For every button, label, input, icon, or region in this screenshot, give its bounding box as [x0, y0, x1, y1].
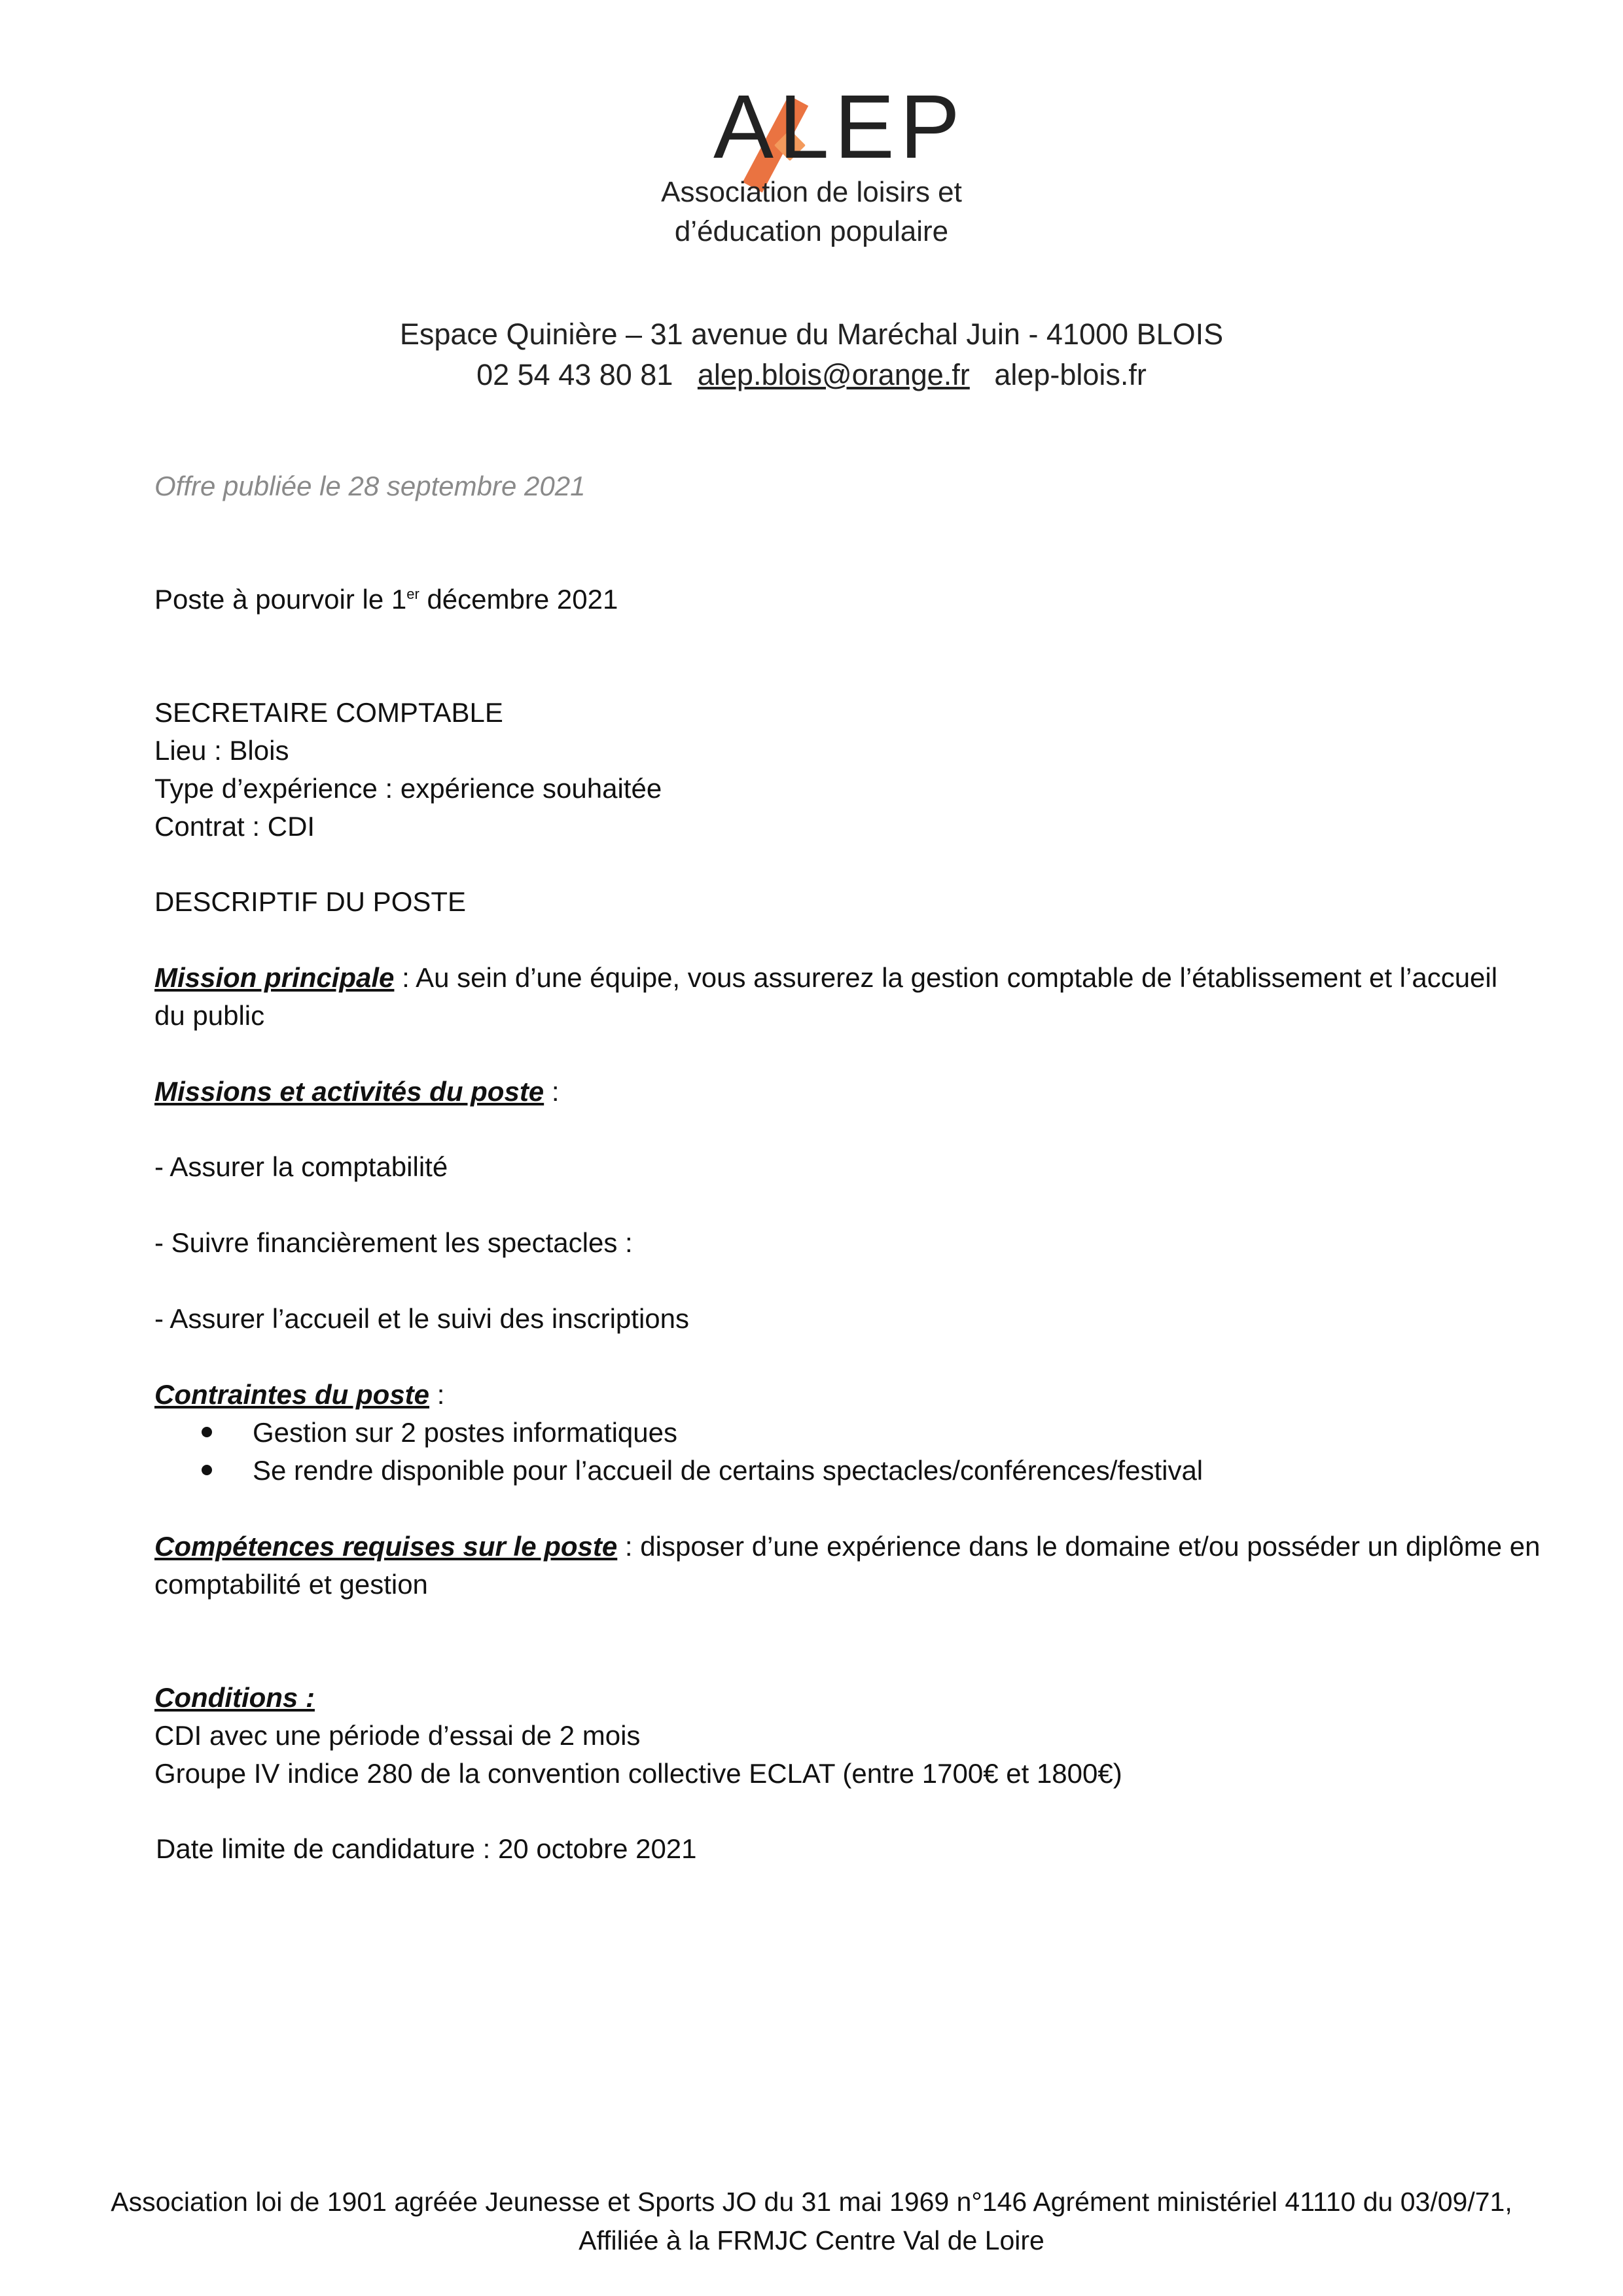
constraint-text: Se rendre disponible pour l’accueil de certains spectacles/conférences/festival — [253, 1455, 1204, 1486]
conditions-heading — [154, 1684, 315, 1712]
start-date — [154, 586, 618, 613]
job-experience: Type d’expérience : expérience souhaitée — [154, 773, 662, 804]
activities-suffix: : — [544, 1076, 560, 1107]
phone: 02 54 43 80 81 — [476, 358, 673, 391]
footer-line1: Association loi de 1901 agréée Jeunesse et Sports JO du 31 mai 1969 n°146 Agrément ministériel 41110 du 03/09/71, — [111, 2187, 1512, 2217]
conditions-line1: CDI avec une période d’essai de 2 mois — [154, 1720, 641, 1751]
activity-item: - Assurer la comptabilité — [154, 1151, 448, 1182]
start-date-sup: er — [406, 586, 419, 602]
constraints-paragraph — [154, 1381, 444, 1408]
conditions-line2: Groupe IV indice 280 de la convention collective ECLAT (entre 1700€ et 1800€) — [154, 1758, 1122, 1789]
logo-text: ALEP — [713, 77, 965, 177]
bullet-icon — [202, 1427, 212, 1437]
skills-text-line2: comptabilité et gestion — [154, 1569, 428, 1600]
mission-paragraph — [154, 964, 1497, 992]
descriptif-heading: DESCRIPTIF DU POSTE — [154, 886, 467, 917]
mission-heading: Mission principale — [154, 962, 395, 993]
address: Espace Quinière – 31 avenue du Maréchal Juin - 41000 BLOIS — [399, 317, 1224, 351]
start-date-suffix: décembre 2021 — [419, 584, 618, 615]
skills-heading: Compétences requises sur le poste — [154, 1531, 618, 1562]
alep-logo — [707, 77, 965, 187]
website-link[interactable]: alep-blois.fr — [994, 358, 1147, 391]
job-contract: Contrat : CDI — [154, 811, 315, 842]
contact-line — [0, 360, 1623, 389]
mission-text-line1: : Au sein d’une équipe, vous assurerez la gestion comptable de l’établissement et l’accueil — [394, 962, 1498, 993]
skills-text-line1: : disposer d’une expérience dans le domaine et/ou posséder un diplôme en — [617, 1531, 1541, 1562]
activities-paragraph — [154, 1078, 560, 1105]
constraints-heading: Contraintes du poste — [154, 1379, 430, 1410]
application-deadline: Date limite de candidature : 20 octobre 2021 — [156, 1833, 697, 1864]
bullet-icon — [202, 1465, 212, 1475]
email-link[interactable]: alep.blois@orange.fr — [697, 358, 970, 391]
footer-line2: Affiliée à la FRMJC Centre Val de Loire — [579, 2225, 1044, 2255]
constraint-text: Gestion sur 2 postes informatiques — [253, 1417, 677, 1448]
activities-heading: Missions et activités du poste — [154, 1076, 544, 1107]
skills-paragraph — [154, 1533, 1541, 1560]
job-location: Lieu : Blois — [154, 735, 289, 766]
constraints-suffix: : — [429, 1379, 445, 1410]
activity-item: - Suivre financièrement les spectacles : — [154, 1227, 633, 1258]
mission-text-line2: du public — [154, 1000, 265, 1031]
activity-item: - Assurer l’accueil et le suivi des inscriptions — [154, 1303, 689, 1334]
job-title: SECRETAIRE COMPTABLE — [154, 697, 503, 728]
start-date-prefix: Poste à pourvoir le 1 — [154, 584, 407, 615]
org-name-line1: Association de loisirs et — [661, 176, 962, 208]
published-date: Offre publiée le 28 septembre 2021 — [154, 471, 586, 501]
org-name-line2: d’éducation populaire — [674, 215, 949, 247]
conditions-heading-text: Conditions : — [154, 1682, 315, 1713]
